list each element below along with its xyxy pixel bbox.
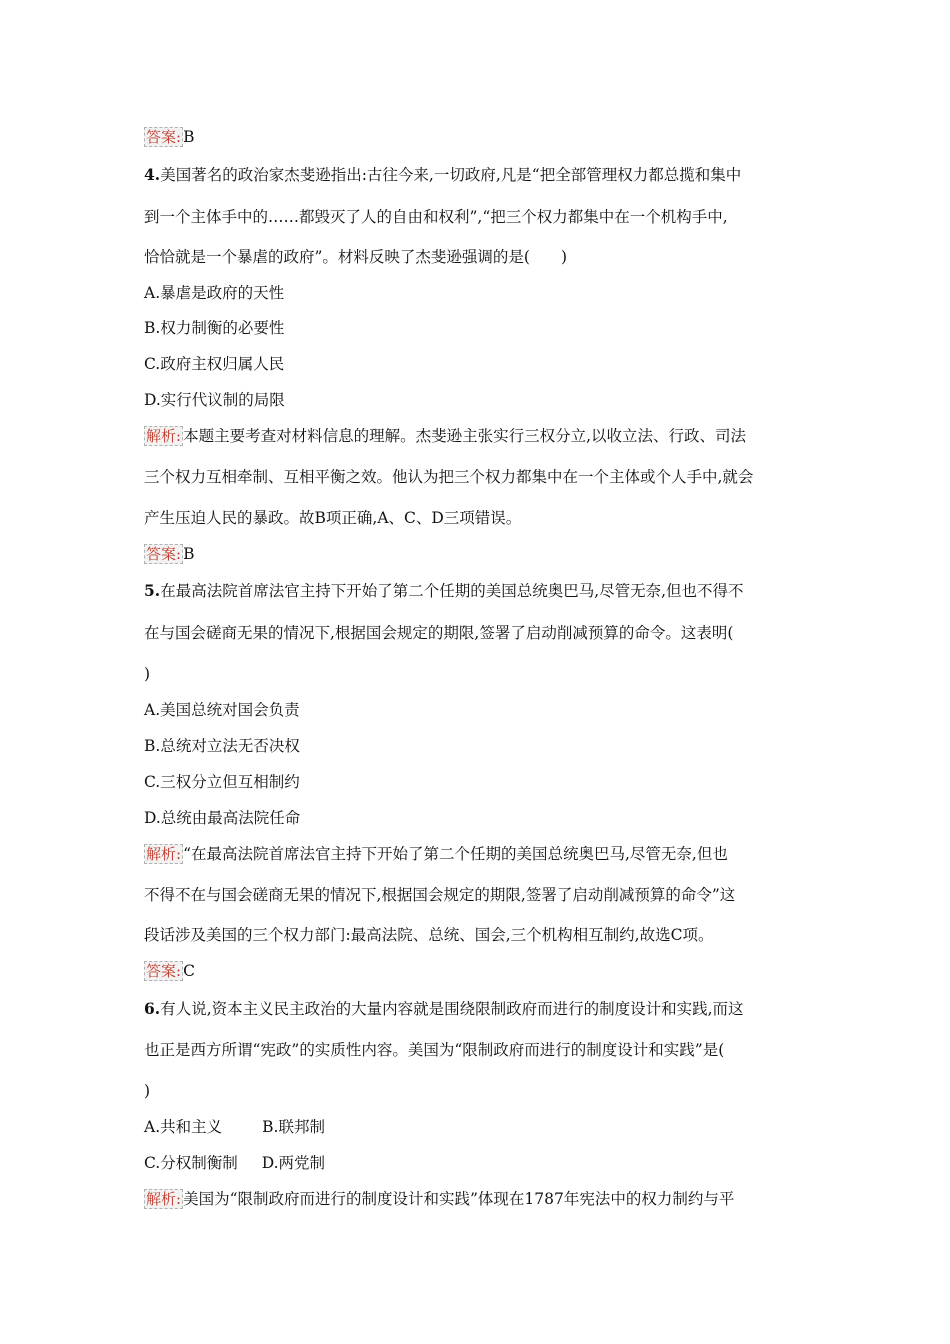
option-a: A.共和主义 [144,1118,223,1136]
analysis-line-1 [144,844,728,864]
question-4-line-3: 恰恰就是一个暴虐的政府”。材料反映了杰斐逊强调的是( ) [144,248,568,266]
analysis-line-1 [144,426,746,446]
answer-line [144,544,194,564]
question-4-line-1 [144,165,741,185]
question-text: 在最高法院首席法官主持下开始了第二个任期的美国总统奥巴马,尽管无奈,但也不得不 [160,582,744,600]
analysis-line-2: 三个权力互相牵制、互相平衡之效。他认为把三个权力都集中在一个主体或个人手中,就会 [144,468,754,486]
question-6-line-3: ) [144,1082,151,1100]
analysis-tag: 解析: [146,1190,182,1208]
option-a: A.美国总统对国会负责 [144,701,300,719]
answer-value: C [183,962,195,980]
answer-tag: 答案: [146,962,182,980]
analysis-line-3: 产生压迫人民的暴政。故B项正确,A、C、D三项错误。 [144,509,522,527]
question-number: 5. [144,581,161,600]
analysis-line-1 [144,1189,734,1209]
question-5-line-2: 在与国会磋商无果的情况下,根据国会规定的期限,签署了启动削减预算的命令。这表明( [144,624,734,642]
analysis-line-2: 不得不在与国会磋商无果的情况下,根据国会规定的期限,签署了启动削减预算的命令”这 [144,886,736,904]
question-number: 6. [144,999,161,1018]
analysis-tag: 解析: [146,427,182,445]
options-row-2 [144,1153,325,1173]
question-number: 4. [144,165,161,184]
option-b: B.联邦制 [262,1118,325,1136]
question-5-line-3: ) [144,665,151,683]
option-d: D.两党制 [261,1154,326,1172]
option-c: C.政府主权归属人民 [144,355,285,373]
question-text: 美国著名的政治家杰斐逊指出:古往今来,一切政府,凡是“把全部管理权力都总揽和集中 [160,166,742,184]
analysis-text: 美国为“限制政府而进行的制度设计和实践”体现在1787年宪法中的权力制约与平 [183,1190,735,1208]
answer-tag: 答案: [146,128,182,146]
question-6-line-1 [144,999,744,1019]
analysis-text: 本题主要考查对材料信息的理解。杰斐逊主张实行三权分立,以收立法、行政、司法 [183,427,746,445]
option-d: D.总统由最高法院任命 [144,809,301,827]
option-b: B.权力制衡的必要性 [144,319,285,337]
question-5-line-1 [144,581,744,601]
analysis-text: “在最高法院首席法官主持下开始了第二个任期的美国总统奥巴马,尽管无奈,但也 [183,845,728,863]
options-row-1 [144,1117,325,1137]
answer-value: B [183,545,195,563]
option-c: C.三权分立但互相制约 [144,773,300,791]
analysis-tag: 解析: [146,845,182,863]
answer-line [144,127,194,147]
question-4-line-2: 到一个主体手中的……都毁灭了人的自由和权利”,“把三个权力都集中在一个机构手中, [144,208,728,226]
answer-line [144,961,195,981]
answer-value: B [183,128,195,146]
option-c: C.分权制衡制 [144,1154,238,1172]
option-b: B.总统对立法无否决权 [144,737,300,755]
answer-tag: 答案: [146,545,182,563]
option-a: A.暴虐是政府的天性 [144,284,285,302]
analysis-line-3: 段话涉及美国的三个权力部门:最高法院、总统、国会,三个机构相互制约,故选C项。 [144,926,714,944]
question-6-line-2: 也正是西方所谓“宪政”的实质性内容。美国为“限制政府而进行的制度设计和实践”是( [144,1041,725,1059]
question-text: 有人说,资本主义民主政治的大量内容就是围绕限制政府而进行的制度设计和实践,而这 [160,1000,744,1018]
option-d: D.实行代议制的局限 [144,391,285,409]
